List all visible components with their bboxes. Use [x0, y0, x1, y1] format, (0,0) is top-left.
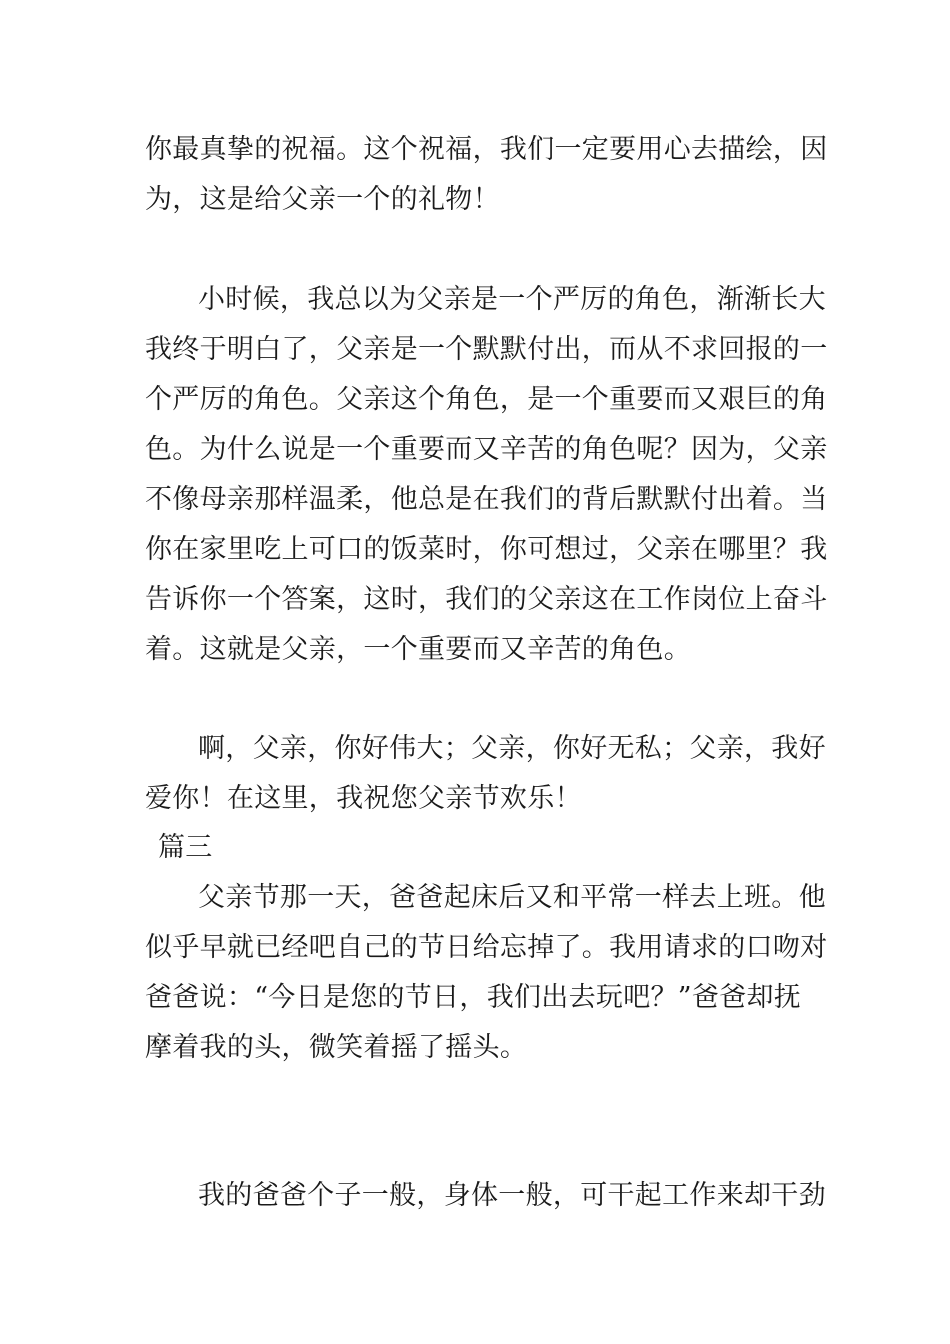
paragraph-2-line-1: 小时候，我总以为父亲是一个严厉的角色，渐渐长大 [198, 284, 826, 315]
paragraph-2-line-2: 我终于明白了，父亲是一个默默付出，而从不求回报的一 [145, 334, 828, 365]
paragraph-1-line-1: 你最真挚的祝福。这个祝福，我们一定要用心去描绘，因 [145, 134, 828, 165]
paragraph-2-line-6: 你在家里吃上可口的饭菜时，你可想过，父亲在哪里？我 [145, 534, 828, 565]
paragraph-4-line-3: 爸爸说：“今日是您的节日，我们出去玩吧？”爸爸却抚 [145, 982, 802, 1013]
paragraph-3-line-2: 爱你！在这里，我祝您父亲节欢乐！ [145, 783, 582, 814]
paragraph-2-line-3: 个严厉的角色。父亲这个角色，是一个重要而又艰巨的角 [145, 384, 828, 415]
paragraph-2-line-8: 着。这就是父亲，一个重要而又辛苦的角色。 [145, 634, 691, 665]
paragraph-4-line-4: 摩着我的头，微笑着摇了摇头。 [145, 1032, 528, 1063]
paragraph-3-line-1: 啊，父亲，你好伟大；父亲，你好无私；父亲，我好 [198, 733, 826, 764]
paragraph-1-line-2: 为，这是给父亲一个的礼物！ [145, 184, 500, 215]
paragraph-2-line-5: 不像母亲那样温柔，他总是在我们的背后默默付出着。当 [145, 484, 828, 515]
paragraph-5-line-1: 我的爸爸个子一般，身体一般，可干起工作来却干劲 [198, 1180, 826, 1211]
paragraph-2-line-7: 告诉你一个答案，这时，我们的父亲这在工作岗位上奋斗 [145, 584, 828, 615]
paragraph-4-line-2: 似乎早就已经吧自己的节日给忘掉了。我用请求的口吻对 [145, 932, 828, 963]
paragraph-4-line-1: 父亲节那一天，爸爸起床后又和平常一样去上班。他 [198, 882, 826, 913]
section-heading: 篇三 [158, 832, 213, 863]
paragraph-2-line-4: 色。为什么说是一个重要而又辛苦的角色呢？因为，父亲 [145, 434, 828, 465]
